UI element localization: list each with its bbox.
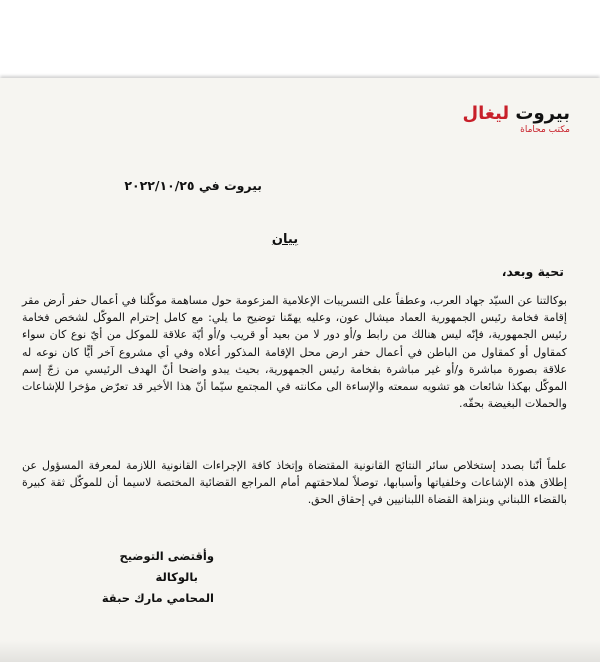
greeting: تحية وبعد،: [501, 264, 564, 279]
signature-closing: وأقتضى التوضيح: [119, 549, 214, 563]
page-shadow: [0, 640, 600, 662]
letter-title: بيان: [271, 232, 299, 247]
logo-word-black: بيروت: [509, 103, 570, 124]
logo-wordmark: [440, 104, 570, 124]
body-paragraph-1: بوكالتنا عن السيّد جهاد العرب، وعطفاً على التسريبات الإعلامية المزعومة حول مساهمة موكّلنا في أعمال حفر أرض مقر إقامة فخامة رئيس الجمهورية العماد ميشال عون، وعليه يهمّنا توضيح ما يلي: مع كامل إحترام الموكّل لشخص فخامة رئيس الجمهورية، فإنّه ليس هنالك من رابط و/أو دور لا من بعيد أو قريب و/أو أيّة علاقة للموكل من أيّ نوع كان سواء كمقاول أو كمقاول من الباطن في أعمال حفر ارض محل الإقامة المذكور أعلاه وفي أي مشروع آخر أيًّا كان نوعه له علاقة بصورة مباشرة و/أو غير مباشرة بفخامة رئيس الجمهورية، بحيث يبدو واضحا أنّ الهدف الرئيسي من زجّ إسم الموكّل بهكذا شائعات هو تشويه سمعته والإساءة الى مكانته في المجتمع سيّما أنّ هذا الأخير قد تعرّض مؤخرا للإشاعات والحملات البغيضة بحقّه.: [22, 294, 567, 411]
logo-subtitle: مكتب محاماة: [520, 125, 570, 135]
background-top: [0, 0, 600, 78]
logo-word-red: ليغال: [462, 103, 510, 124]
signature-capacity: بالوكالة: [155, 570, 198, 584]
body-paragraph-2: علماً أنّنا بصدد إستخلاص سائر النتائج القانونية المقتضاة وإتخاذ كافة الإجراءات القانونية اللازمة لمعرفة المسؤول عن إطلاق هذه الإشاعات وخلفياتها وأسبابها، توصلاً لملاحقتهم أمام المراجع القضائية المختصة لاسيما أن للموكّل ثقة كبيرة بالقضاء اللبناني وبنزاهة القضاة اللبنانيين في إحقاق الحق.: [22, 459, 567, 507]
signature-name: المحامي مارك حبقة: [101, 591, 214, 605]
signature-block: [34, 546, 214, 609]
letter-date: بيروت في ٢٠٢٢/١٠/٢٥: [124, 178, 262, 193]
letterhead-logo: [440, 104, 570, 136]
